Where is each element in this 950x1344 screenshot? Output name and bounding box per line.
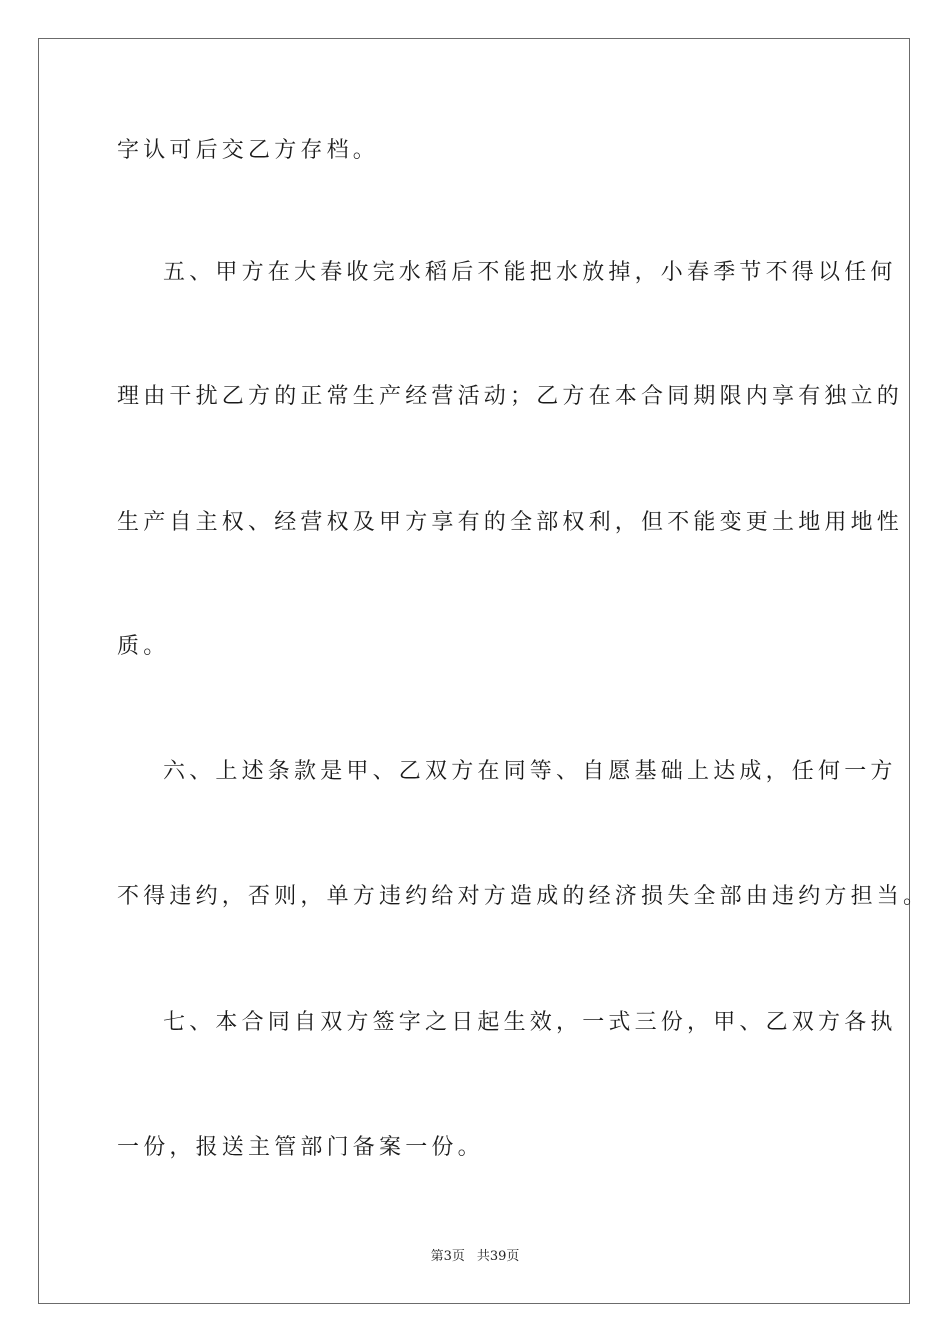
- page-frame: [38, 38, 910, 1304]
- page-footer: [0, 1248, 950, 1266]
- paragraph-line: 字认可后交乙方存档。: [117, 138, 380, 163]
- paragraph-line: 不得违约，否则，单方违约给对方造成的经济损失全部由违约方担当。: [117, 884, 930, 909]
- paragraph-line: 一份，报送主管部门备案一份。: [117, 1135, 484, 1160]
- paragraph-line: 生产自主权、经营权及甲方享有的全部权利，但不能变更土地用地性: [117, 510, 904, 535]
- paragraph-line: 五、甲方在大春收完水稻后不能把水放掉，小春季节不得以任何: [163, 260, 897, 285]
- total-pages: 共39页: [476, 1249, 520, 1264]
- page-number: 第3页: [430, 1249, 465, 1264]
- paragraph-line: 质。: [117, 634, 170, 659]
- paragraph-line: 理由干扰乙方的正常生产经营活动；乙方在本合同期限内享有独立的: [117, 384, 904, 409]
- paragraph-line: 六、上述条款是甲、乙双方在同等、自愿基础上达成，任何一方: [163, 759, 897, 784]
- paragraph-line: 七、本合同自双方签字之日起生效，一式三份，甲、乙双方各执: [163, 1010, 897, 1035]
